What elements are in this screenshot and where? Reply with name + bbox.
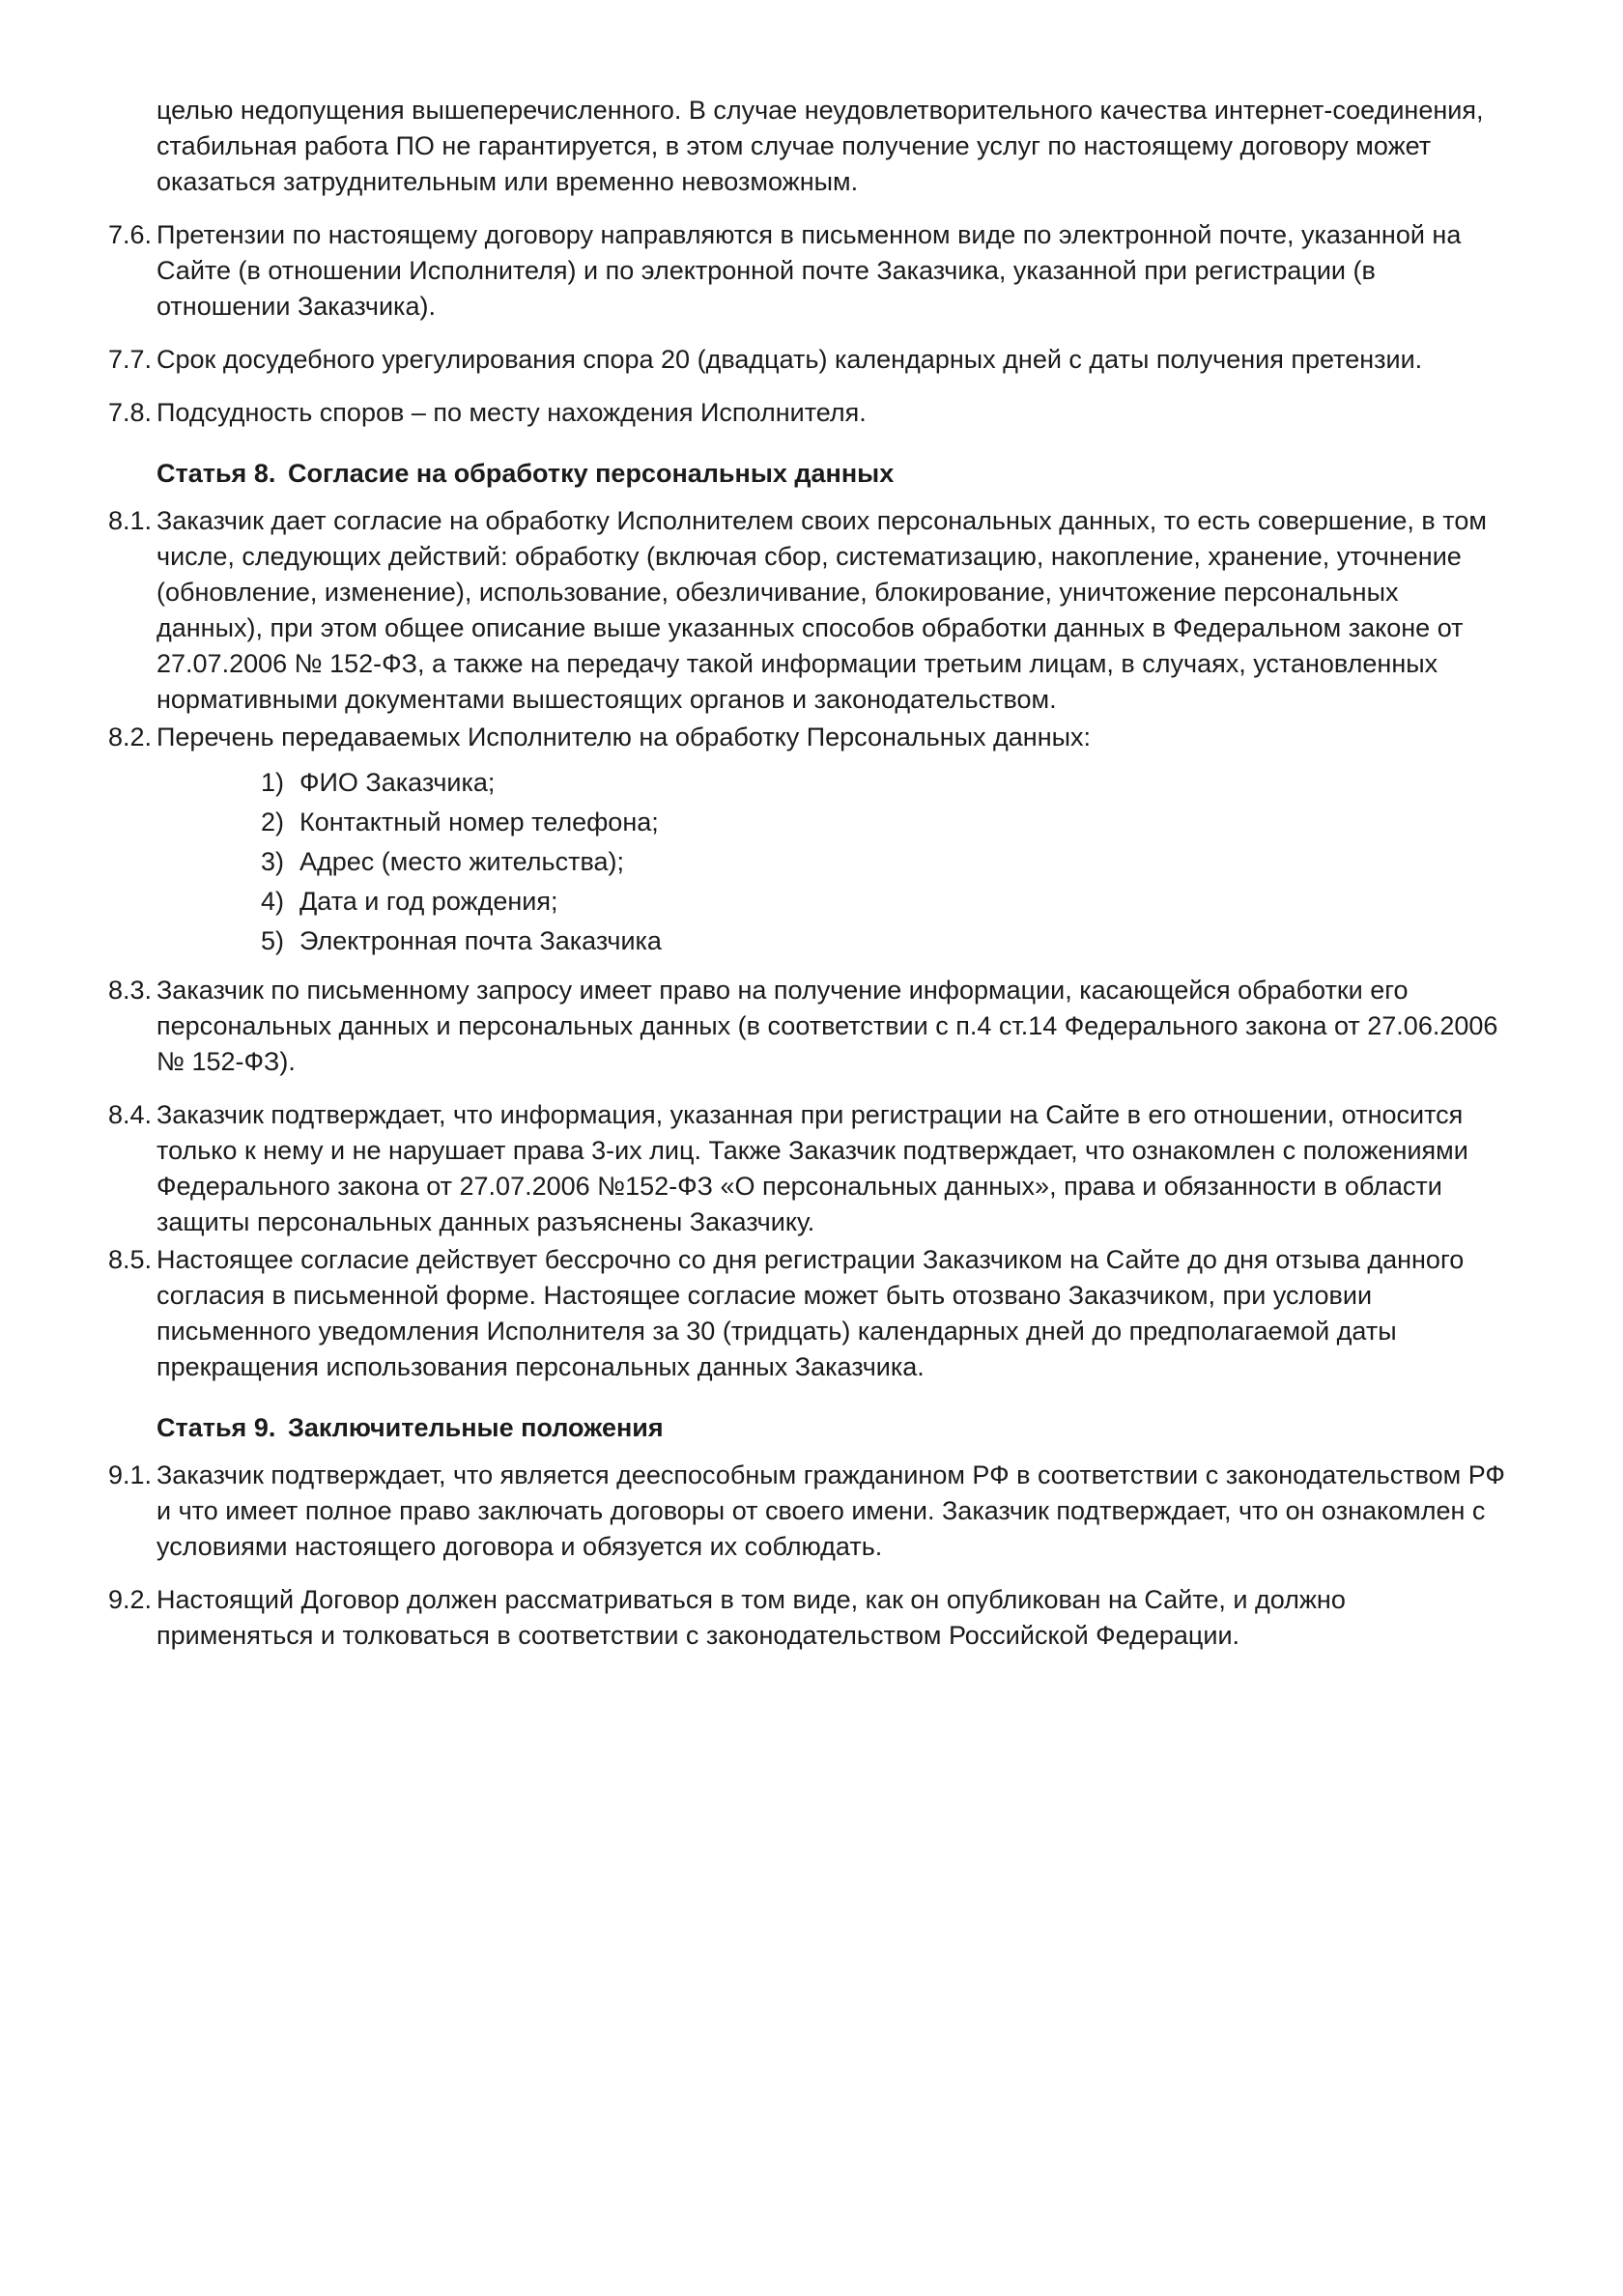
clause-7-8: [108, 395, 1507, 431]
clause-9-2: [108, 1582, 1507, 1654]
clause-number: 7.6.: [108, 220, 153, 249]
subitem-number: 4): [261, 887, 285, 916]
personal-data-list: [261, 765, 1507, 959]
clause-text: Перечень передаваемых Исполнителю на обработку Персональных данных:: [157, 723, 1092, 751]
clause-8-4: [108, 1097, 1507, 1240]
article-title: Заключительные положения: [288, 1413, 664, 1442]
clause-text: Заказчик подтверждает, что является дееспособным гражданином РФ в соответствии с законодательством РФ и что имеет полное право заключать договоры от своего имени. Заказчик подтверждает, что он ознакомлен с условиями настоящего договора и обязуется их соблюдать.: [157, 1460, 1505, 1561]
clause-number: 8.1.: [108, 506, 153, 535]
clause-7-7: [108, 342, 1507, 378]
personal-data-item-1: [261, 765, 1507, 801]
clause-number: 9.1.: [108, 1460, 153, 1489]
subitem-text: Адрес (место жительства);: [299, 847, 625, 876]
subitem-number: 2): [261, 808, 285, 836]
subitem-text: ФИО Заказчика;: [299, 768, 496, 797]
personal-data-item-2: [261, 805, 1507, 840]
personal-data-item-4: [261, 884, 1507, 920]
clause-number: 7.8.: [108, 398, 153, 427]
clause-number: 7.7.: [108, 345, 153, 374]
clause-text: Подсудность споров – по месту нахождения Исполнителя.: [157, 398, 867, 427]
clause-8-3: [108, 973, 1507, 1080]
article-8-heading: [157, 456, 1507, 492]
article-9-heading: [157, 1410, 1507, 1446]
clause-7-6: [108, 217, 1507, 325]
clause-text: Заказчик по письменному запросу имеет право на получение информации, касающейся обработки его персональных данных и персональных данных (в соответствии с п.4 ст.14 Федерального закона от 27.06.2006 № 152-ФЗ).: [157, 976, 1498, 1076]
subitem-text: Контактный номер телефона;: [299, 808, 659, 836]
clause-8-1: [108, 503, 1507, 718]
article-number: Статья 9.: [157, 1413, 276, 1442]
clause-number: 8.3.: [108, 976, 153, 1005]
clause-text: Претензии по настоящему договору направляются в письменном виде по электронной почте, указанной на Сайте (в отношении Исполнителя) и по электронной почте Заказчика, указанной при регистрации (в отношении Заказчика).: [157, 220, 1462, 321]
article-number: Статья 8.: [157, 459, 276, 488]
clause-8-2: [108, 720, 1507, 755]
clause-number: 8.2.: [108, 723, 153, 751]
clause-number: 8.4.: [108, 1100, 153, 1129]
clause-text: Заказчик дает согласие на обработку Исполнителем своих персональных данных, то есть совершение, в том числе, следующих действий: обработку (включая сбор, систематизацию, накопление, хранение, уточнение (обновление, изменение), использование, обезличивание, блокирование, уничтожение персональных данных), при этом общее описание выше указанных способов обработки данных в Федеральном законе от 27.07.2006 № 152-ФЗ, а также на передачу такой информации третьим лицам, в случаях, установленных нормативными документами вышестоящих органов и законодательством.: [157, 506, 1487, 714]
clause-text: Срок досудебного урегулирования спора 20 (двадцать) календарных дней с даты получения претензии.: [157, 345, 1423, 374]
clause-number: 8.5.: [108, 1245, 153, 1274]
paragraph-continuation-7-5: целью недопущения вышеперечисленного. В случае неудовлетворительного качества интернет-соединения, стабильная работа ПО не гарантируется, в этом случае получение услуг по настоящему договору может оказаться затруднительным или временно невозможным.: [157, 96, 1484, 196]
personal-data-item-5: [261, 923, 1507, 959]
clause-text: Заказчик подтверждает, что информация, указанная при регистрации на Сайте в его отношении, относится только к нему и не нарушает права 3-их лиц. Также Заказчик подтверждает, что ознакомлен с положениями Федерального закона от 27.07.2006 №152-ФЗ «О персональных данных», права и обязанности в области защиты персональных данных разъяснены Заказчику.: [157, 1100, 1468, 1236]
clause-text: Настоящее согласие действует бессрочно со дня регистрации Заказчиком на Сайте до дня отзыва данного согласия в письменной форме. Настоящее согласие может быть отозвано Заказчиком, при условии письменного уведомления Исполнителя за 30 (тридцать) календарных дней до предполагаемой даты прекращения использования персональных данных Заказчика.: [157, 1245, 1465, 1381]
subitem-number: 3): [261, 847, 285, 876]
article-title: Согласие на обработку персональных данных: [288, 459, 895, 488]
personal-data-item-3: [261, 844, 1507, 880]
subitem-number: 1): [261, 768, 285, 797]
clause-number: 9.2.: [108, 1585, 153, 1614]
subitem-text: Дата и год рождения;: [299, 887, 558, 916]
clause-9-1: [108, 1458, 1507, 1565]
subitem-number: 5): [261, 926, 285, 955]
clause-8-5: [108, 1242, 1507, 1385]
subitem-text: Электронная почта Заказчика: [299, 926, 662, 955]
clause-text: Настоящий Договор должен рассматриваться в том виде, как он опубликован на Сайте, и должно применяться и толковаться в соответствии с законодательством Российской Федерации.: [157, 1585, 1346, 1650]
